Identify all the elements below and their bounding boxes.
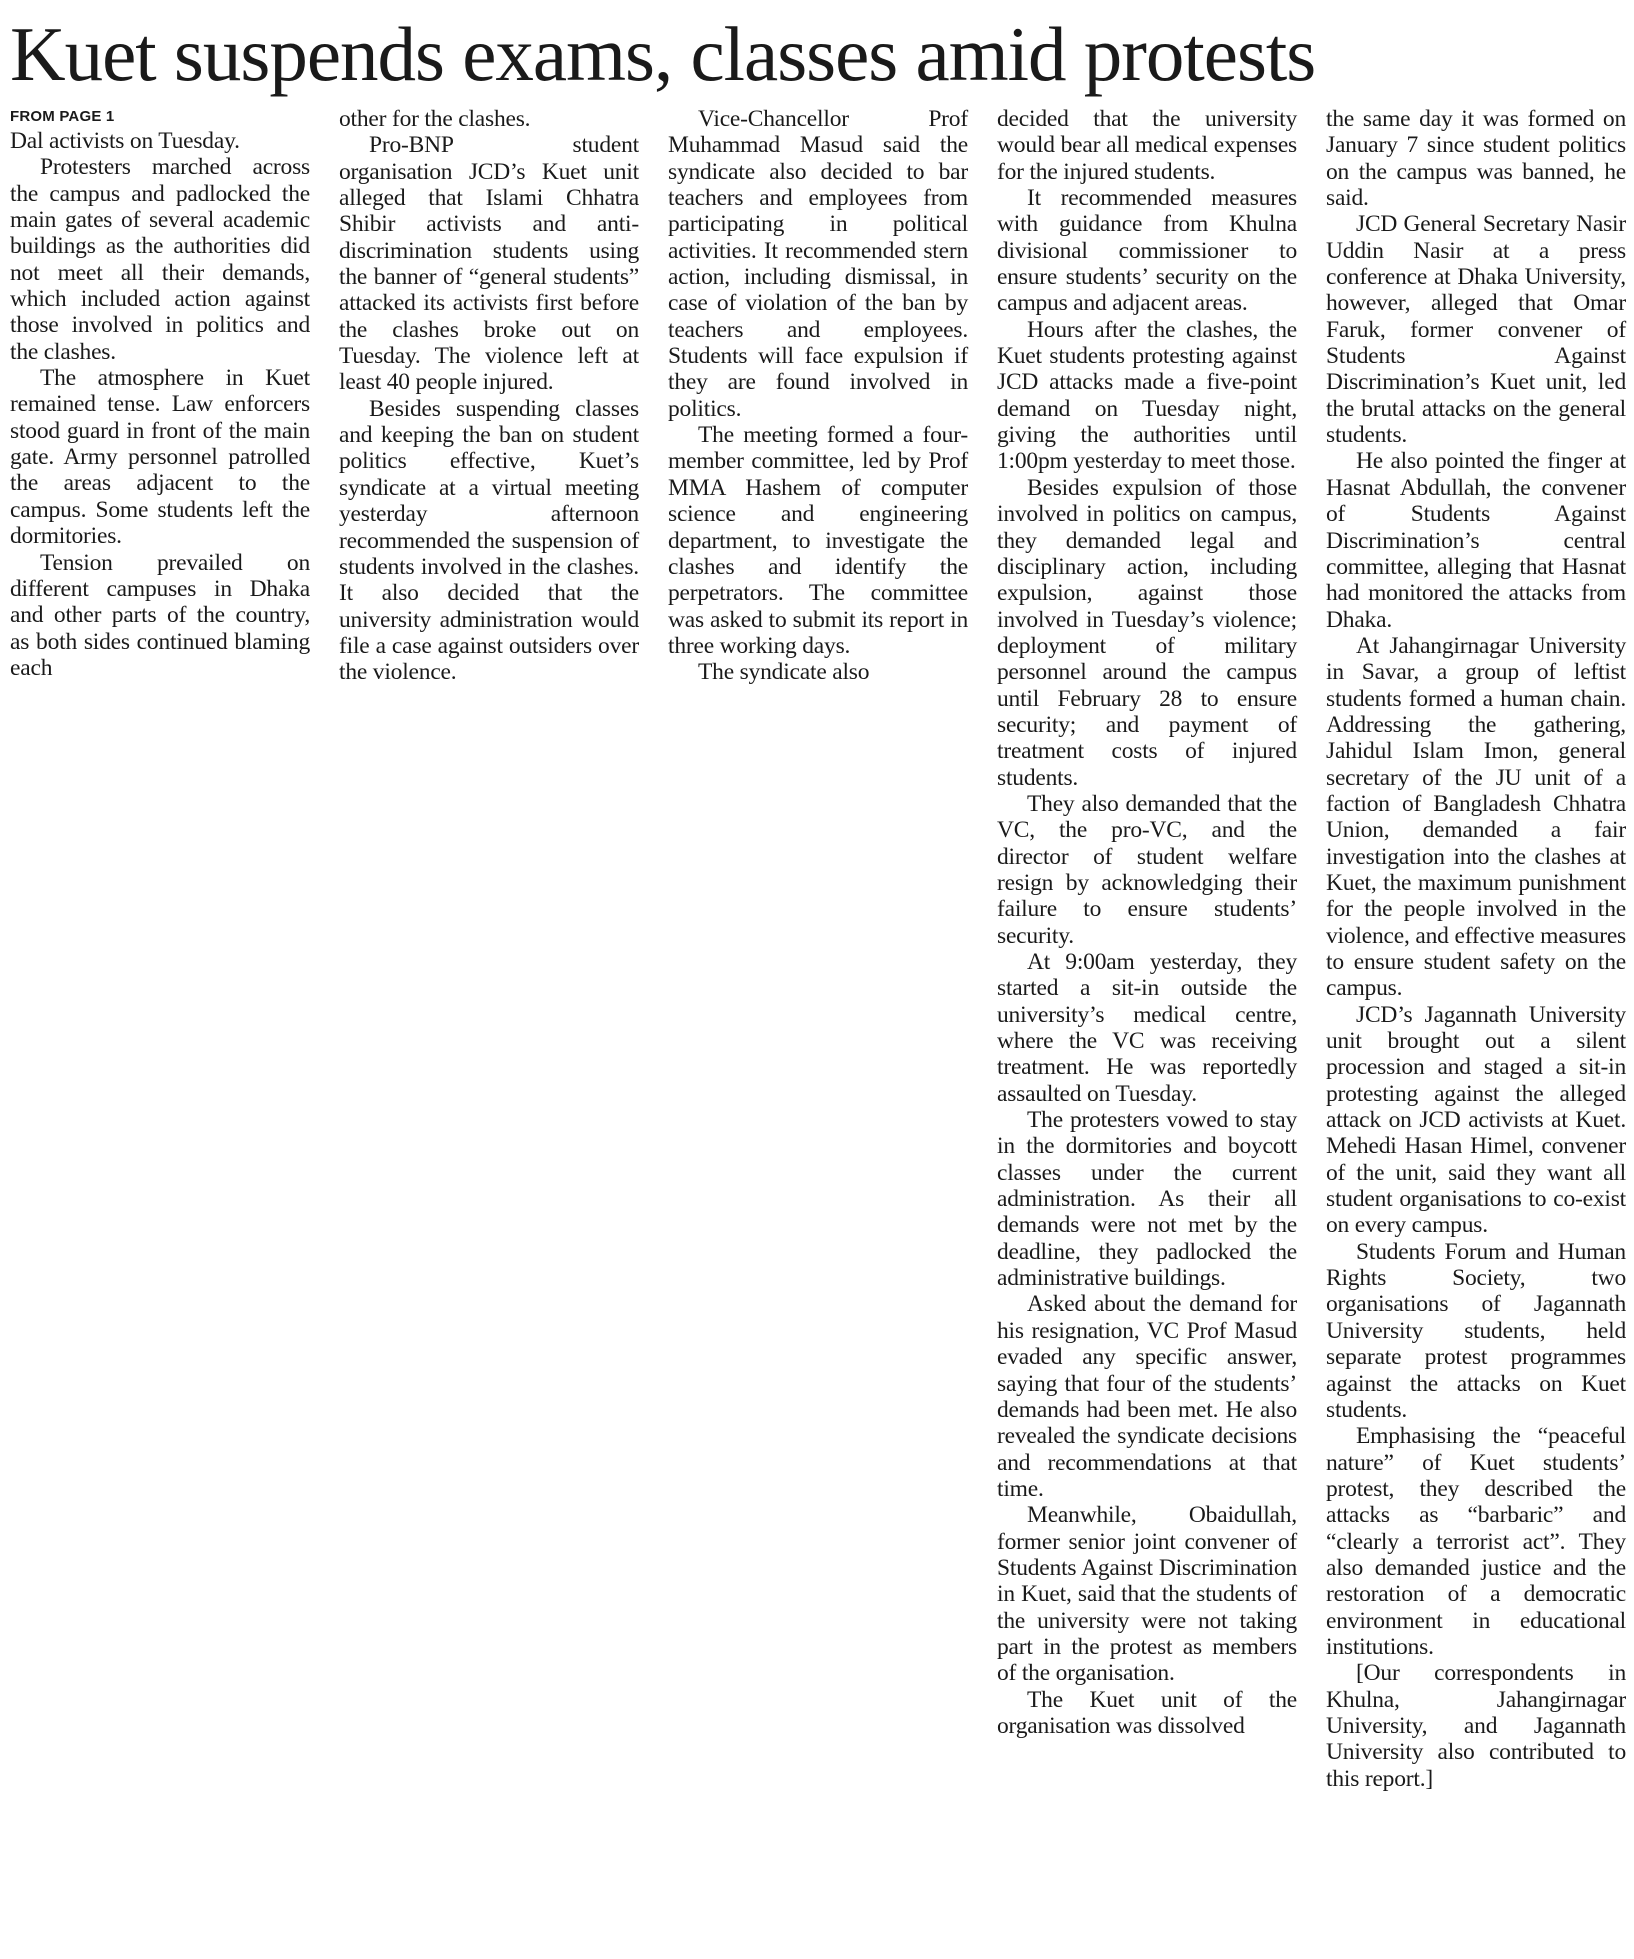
- paragraph: JCD’s Jagannath University unit brought out a silent procession and staged a sit-in protesting against the alleged attack on JCD activists at Kuet. Mehedi Hasan Himel, convener of the unit, said they want all student organisations to co-exist on every campus.: [1326, 1001, 1626, 1239]
- paragraph: The atmosphere in Kuet remained tense. Law enforcers stood guard in front of the main gate. Army personnel patrolled the areas adjacent to the campus. Some students left the dormitories.: [10, 365, 310, 550]
- paragraph: Hours after the clashes, the Kuet students protesting against JCD attacks made a five-point demand on Tuesday night, giving the authorities until 1:00pm yesterday to meet those.: [997, 316, 1297, 475]
- paragraph: Dal activists on Tuesday.: [10, 128, 240, 154]
- paragraph: Pro-BNP student organisation JCD’s Kuet unit alleged that Islami Chhatra Shibir activists and anti-discrimination students using the banner of “general students” attacked its activists first before the clashes broke out on Tuesday. The violence left at least 40 people injured.: [339, 132, 639, 396]
- paragraph: other for the clashes.: [339, 106, 531, 132]
- paragraph: They also demanded that the VC, the pro-VC, and the director of student welfare resign by acknowledging their failure to ensure students’ security.: [997, 790, 1297, 949]
- paragraph: Tension prevailed on different campuses in Dhaka and other parts of the country, as both sides continued blaming each: [10, 549, 310, 681]
- article-column-2: [339, 106, 639, 686]
- paragraph: Meanwhile, Obaidullah, former senior joint convener of Students Against Discrimination in Kuet, said that the students of the university were not taking part in the protest as members of the organisation.: [997, 1502, 1297, 1687]
- paragraph: At 9:00am yesterday, they started a sit-in outside the university’s medical centre, where the VC was receiving treatment. He was reportedly assaulted on Tuesday.: [997, 949, 1297, 1107]
- jump-label: FROM PAGE 1: [10, 108, 115, 125]
- paragraph: Asked about the demand for his resignation, VC Prof Masud evaded any specific answer, saying that four of the students’ demands had been met. He also revealed the syndicate decisions and recommendations at that time.: [997, 1291, 1297, 1502]
- paragraph: decided that the university would bear all medical expenses for the injured students.: [997, 106, 1297, 185]
- paragraph: The protesters vowed to stay in the dormitories and boycott classes under the current administration. As their all demands were not met by the deadline, they padlocked the administrative buildings.: [997, 1107, 1297, 1292]
- article-column-4: [997, 106, 1297, 1739]
- paragraph: [Our correspondents in Khulna, Jahangirnagar University, and Jagannath University also contributed to this report.]: [1326, 1660, 1626, 1792]
- paragraph: The syndicate also: [698, 659, 870, 686]
- headline: Kuet suspends exams, classes amid protests: [10, 11, 1316, 97]
- paragraph: At Jahangirnagar University in Savar, a group of leftist students formed a human chain. Addressing the gathering, Jahidul Islam Imon, general secretary of the JU unit of a faction of Bangladesh Chhatra Union, demanded a fair investigation into the clashes at Kuet, the maximum punishment for the people involved in the violence, and effective measures to ensure student safety on the campus.: [1326, 632, 1626, 1002]
- paragraph: Students Forum and Human Rights Society, two organisations of Jagannath University students, held separate protest programmes against the attacks on Kuet students.: [1326, 1238, 1626, 1423]
- paragraph: Protesters marched across the campus and padlocked the main gates of several academic buildings as the authorities did not meet all their demands, which included action against those involved in politics and the clashes.: [10, 154, 310, 365]
- article-column-5: [1326, 106, 1626, 1792]
- paragraph: The Kuet unit of the organisation was dissolved: [997, 1686, 1297, 1739]
- paragraph: JCD General Secretary Nasir Uddin Nasir at a press conference at Dhaka University, however, alleged that Omar Faruk, former convener of Students Against Discrimination’s Kuet unit, led the brutal attacks on the general students.: [1326, 211, 1626, 449]
- paragraph: Vice-Chancellor Prof Muhammad Masud said the syndicate also decided to bar teachers and employees from participating in political activities. It recommended stern action, including dismissal, in case of violation of the ban by teachers and employees. Students will face expulsion if they are found involved in politics.: [668, 106, 968, 422]
- paragraph: The meeting formed a four-member committee, led by Prof MMA Hashem of computer science and engineering department, to investigate the clashes and identify the perpetrators. The committee was asked to submit its report in three working days.: [668, 422, 968, 659]
- paragraph: Besides expulsion of those involved in politics on campus, they demanded legal and disciplinary action, including expulsion, against those involved in Tuesday’s violence; deployment of military personnel around the campus until February 28 to ensure security; and payment of treatment costs of injured students.: [997, 474, 1297, 791]
- paragraph: the same day it was formed on January 7 since student politics on the campus was banned, he said.: [1326, 106, 1626, 212]
- paragraph: It recommended measures with guidance from Khulna divisional commissioner to ensure students’ security on the campus and adjacent areas.: [997, 185, 1297, 317]
- paragraph: He also pointed the finger at Hasnat Abdullah, the convener of Students Against Discrimination’s central committee, alleging that Hasnat had monitored the attacks from Dhaka.: [1326, 448, 1626, 633]
- article-column-3: [668, 106, 968, 686]
- paragraph: Emphasising the “peaceful nature” of Kuet students’ protest, they described the attacks as “barbaric” and “clearly a terrorist act”. They also demanded justice and the restoration of a democratic environment in educational institutions.: [1326, 1423, 1626, 1660]
- article-column-1: [10, 106, 310, 681]
- paragraph: Besides suspending classes and keeping the ban on student politics effective, Kuet’s syndicate at a virtual meeting yesterday afternoon recommended the suspension of students involved in the clashes. It also decided that the university administration would file a case against outsiders over the violence.: [339, 395, 639, 686]
